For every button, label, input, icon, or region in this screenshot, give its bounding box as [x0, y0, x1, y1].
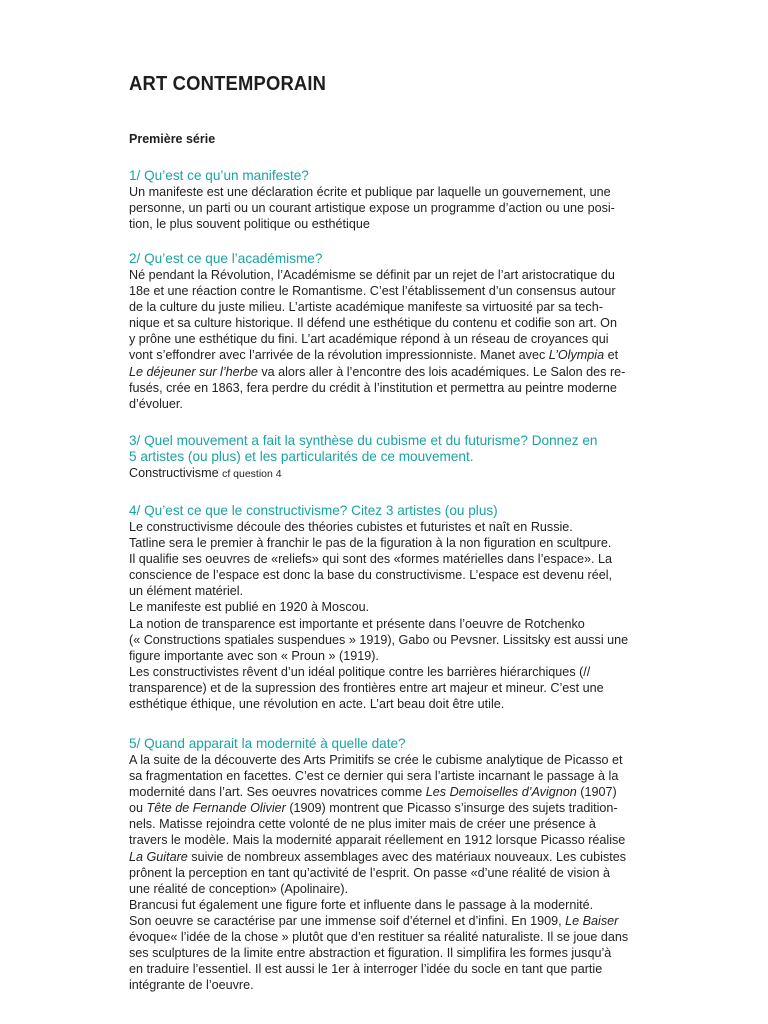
answer-text: intégrante de l’oeuvre.: [129, 978, 254, 993]
answer-line: [129, 551, 644, 567]
answer-line: [129, 364, 644, 380]
page-title: ART CONTEMPORAIN: [129, 73, 327, 95]
answer-line: [129, 184, 644, 200]
question-5: [129, 736, 644, 752]
answer-line: [129, 283, 644, 299]
answer-line: [129, 849, 644, 865]
answer-text: La notion de transparence est importante et présente dans l’oeuvre de Rotchenko: [129, 616, 585, 631]
answer-text: nels. Matisse rejoindra cette volonté de ne plus imiter mais de créer une présence à: [129, 817, 596, 832]
answer-text: évoque« l’idée de la chose » plutôt que d’en restituer sa réalité naturaliste. Il se joue dans: [129, 930, 629, 945]
answer-line: [129, 752, 644, 768]
answer-text: Un manifeste est une déclaration écrite et publique par laquelle un gouvernement, une: [129, 185, 611, 199]
answer-text: vont s’effondrer avec l’arrivée de la révolution impressionniste. Manet avec: [129, 348, 549, 363]
answer-line: [129, 519, 644, 535]
answer-text: Le constructivisme découle des théories cubistes et futuristes et naît en Russie.: [129, 520, 573, 534]
answer-text: (1909) montrent que Picasso s’insurge des sujets tradition-: [285, 801, 618, 816]
answer-text: conscience de l’espace est donc la base du constructivisme. L’espace est devenu réel,: [129, 568, 613, 583]
question-4: [129, 503, 644, 519]
answer-text: tion, le plus souvent politique ou esthétique: [129, 217, 370, 232]
answer-text: Son oeuvre se caractérise par une immense soif d’éternel et d’infini. En 1909,: [129, 913, 566, 928]
answer-text: Il qualifie ses oeuvres de «reliefs» qui sont des «formes matérielles dans l’espace». La: [129, 552, 613, 567]
answer-text: d’évoluer.: [129, 396, 183, 411]
answer-3-main: Constructivisme: [129, 466, 219, 480]
answer-text: suivie de nombreux assemblages avec des matériaux nouveaux. Les cubistes: [187, 849, 627, 864]
answer-text: ses sculptures de la limite entre abstraction et figuration. Il simplifira les formes jusqu’à: [129, 946, 612, 961]
answer-text: un élément matériel.: [129, 584, 244, 599]
answer-line: [129, 913, 644, 929]
artwork-title: Tête de Fernande Olivier: [146, 801, 286, 816]
answer-text: et: [604, 348, 619, 363]
section-4: [129, 503, 644, 712]
answer-line: [129, 331, 644, 347]
answer-text: figure importante avec son « Proun » (1919).: [129, 648, 379, 663]
answer-line: [129, 832, 644, 848]
answer-text: 18e et une réaction contre le Romantisme. C’est l’établissement d’un consensus autour: [129, 284, 616, 299]
answer-text: modernité dans l’art. Ses oeuvres novatrices comme: [129, 785, 426, 800]
question-line: 4/ Qu’est ce que le constructivisme? Citez 3 artistes (ou plus): [129, 503, 498, 518]
artwork-title: La Guitare: [129, 849, 188, 864]
answer-text: Le manifeste est publié en 1920 à Moscou.: [129, 600, 370, 615]
answer-line: [129, 200, 644, 216]
answer-5: [129, 752, 644, 993]
answer-line: [129, 648, 644, 664]
answer-line: [129, 396, 644, 412]
answer-line: [129, 784, 644, 800]
question-line: 5 artistes (ou plus) et les particularités de ce mouvement.: [129, 449, 474, 464]
question-line: 1/ Qu’est ce qu’un manifeste?: [129, 168, 309, 183]
question-line: 3/ Quel mouvement a fait la synthèse du cubisme et du futurisme? Donnez en: [129, 433, 598, 448]
section-1: [129, 168, 644, 232]
answer-line: [129, 800, 644, 816]
answer-text: A la suite de la découverte des Arts Primitifs se crée le cubisme analytique de Picasso et: [129, 753, 623, 767]
answer-text: nique et sa culture historique. Il défend une esthétique du contenu et codifie son art. On: [129, 316, 617, 331]
answer-line: [129, 881, 644, 897]
answer-text: va alors aller à l’encontre des lois académiques. Le Salon des re-: [257, 364, 626, 379]
series-heading: Première série: [129, 132, 216, 146]
answer-line: [129, 216, 644, 232]
answer-text: (« Constructions spatiales suspendues » 1919), Gabo ou Pevsner. Lissitsky est aussi une: [129, 632, 629, 647]
answer-line: [129, 380, 644, 396]
answer-text: en traduire l’essentiel. Il est aussi le 1er à interroger l’idée du socle en tant que partie: [129, 962, 603, 977]
answer-line: [129, 977, 644, 993]
answer-line: [129, 929, 644, 945]
question-3: [129, 433, 644, 465]
answer-text: y prône une esthétique du fini. L’art académique répond à un réseau de croyances qui: [129, 332, 609, 347]
answer-1: [129, 184, 644, 232]
answer-text: sa fragmentation en facettes. C’est ce dernier qui sera l’artiste incarnant le passage à la: [129, 769, 619, 784]
answer-line: [129, 664, 644, 680]
answer-text: (1907): [576, 785, 617, 800]
answer-line: [129, 768, 644, 784]
answer-text: Brancusi fut également une figure forte et influente dans le passage à la modernité.: [129, 897, 594, 912]
section-3: [129, 433, 644, 482]
answer-text: Tatline sera le premier à franchir le pas de la figuration à la non figuration en scultpure.: [129, 536, 612, 551]
artwork-title: Le Baiser: [565, 913, 619, 928]
answer-line: [129, 567, 644, 583]
answer-text: de la culture du juste milieu. L’artiste académique manifeste sa virtuosité par sa tech-: [129, 300, 603, 315]
artwork-title: L’Olympia: [548, 348, 605, 363]
answer-3-note: cf question 4: [222, 468, 282, 480]
answer-line: [129, 945, 644, 961]
answer-line: [129, 267, 644, 283]
answer-text: une réalité de conception» (Apolinaire).: [129, 881, 349, 896]
answer-line: [129, 299, 644, 315]
answer-text: Les constructivistes rêvent d’un idéal politique contre les barrières hiérarchiques (//: [129, 664, 591, 679]
question-line: 2/ Qu’est ce que l’académisme?: [129, 251, 323, 266]
answer-text: prônent la perception en tant qu’activité de l’esprit. On passe «d’une réalité de vision à: [129, 865, 610, 880]
answer-text: Né pendant la Révolution, l’Académisme se définit par un rejet de l’art aristocratique du: [129, 268, 615, 282]
artwork-title: Les Demoiselles d’Avignon: [425, 785, 577, 800]
answer-line: [129, 865, 644, 881]
answer-text: esthétique éthique, une révolution en acte. L’art beau doit être utile.: [129, 697, 505, 712]
answer-text: travers le modèle. Mais la modernité apparait réellement en 1912 lorsque Picasso réalise: [129, 833, 626, 848]
answer-line: [129, 347, 644, 363]
answer-line: [129, 696, 644, 712]
answer-line: [129, 535, 644, 551]
answer-line: [129, 632, 644, 648]
section-2: [129, 251, 644, 412]
artwork-title: Le déjeuner sur l’herbe: [129, 364, 258, 379]
answer-line: [129, 583, 644, 599]
answer-2: [129, 267, 644, 412]
answer-line: [129, 315, 644, 331]
answer-line: [129, 680, 644, 696]
question-2: [129, 251, 644, 267]
question-1: [129, 168, 644, 184]
answer-line: [129, 897, 644, 913]
answer-text: transparence) et de la supression des frontières entre art majeur et mineur. C’est une: [129, 680, 604, 695]
answer-line: [129, 961, 644, 977]
answer-line: [129, 616, 644, 632]
answer-4: [129, 519, 644, 712]
answer-3: [129, 465, 644, 482]
answer-line: [129, 816, 644, 832]
question-line: 5/ Quand apparait la modernité à quelle date?: [129, 736, 406, 751]
answer-text: fusés, crée en 1863, fera perdre du crédit à l’institution et permettra au peintre moderne: [129, 380, 617, 395]
section-5: [129, 736, 644, 993]
answer-text: ou: [129, 801, 147, 816]
answer-line: [129, 599, 644, 615]
answer-text: personne, un parti ou un courant artistique expose un programme d’action ou une posi-: [129, 201, 615, 216]
